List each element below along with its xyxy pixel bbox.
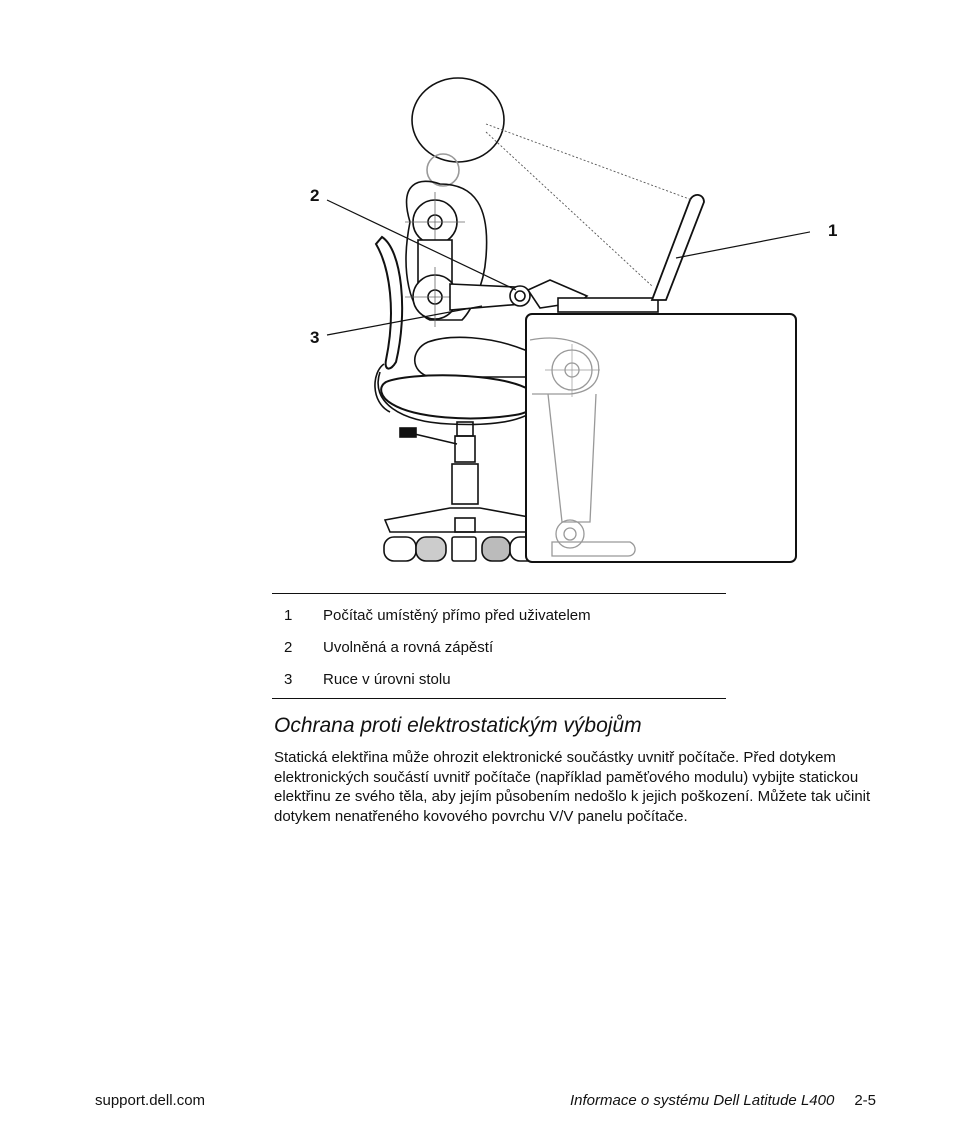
legend-number: 3	[284, 670, 293, 688]
callout-1: 1	[828, 221, 838, 240]
legend-row	[272, 631, 726, 663]
legend-number: 2	[284, 638, 293, 656]
page-number: 2-5	[854, 1092, 876, 1109]
seated-user-drawing	[300, 72, 810, 572]
legend-row	[272, 599, 726, 631]
legend-text: Uvolněná a rovná zápěstí	[323, 638, 494, 656]
section-title: Ochrana proti elektrostatickým výbojům	[274, 714, 642, 737]
legend-number: 1	[284, 606, 293, 624]
footer-url: support.dell.com	[95, 1092, 206, 1109]
legend-text: Počítač umístěný přímo před uživatelem	[323, 606, 591, 624]
footer-document-title: Informace o systému Dell Latitude L400	[570, 1092, 835, 1109]
section-body: Statická elektřina může ohrozit elektronické součástky uvnitř počítače. Před dotykem elektronických součástí uvnitř počítače (například paměťového modulu) vybijte statickou elektřinu ze svého těla, aby jejím působením nedošlo k jejich poškození. Můžete tak učinit dotykem nenatřeného kovového povrchu V/V panelu počítače.	[274, 749, 871, 825]
callout-2: 2	[310, 186, 320, 205]
figure-legend	[272, 593, 726, 699]
legend-text: Ruce v úrovni stolu	[323, 670, 451, 688]
footer-title	[570, 1092, 876, 1109]
callout-3: 3	[310, 328, 320, 347]
legend-row	[272, 663, 726, 695]
ergonomics-illustration	[300, 72, 838, 572]
